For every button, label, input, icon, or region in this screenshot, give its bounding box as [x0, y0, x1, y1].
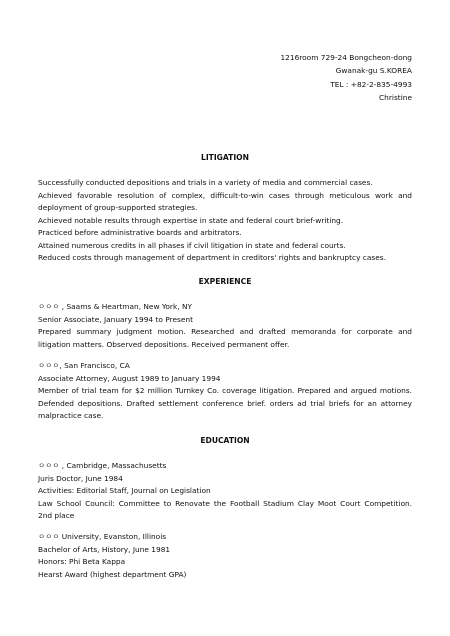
- description-line: malpractice case.: [38, 411, 104, 420]
- degree-line: Bachelor of Arts, History, June 1981: [38, 544, 171, 554]
- degree-line: Juris Doctor, June 1984: [38, 473, 123, 483]
- litigation-line: Practiced before administrative boards and arbitrators.: [38, 228, 242, 237]
- litigation-line: Attained numerous credits in all phases if civil litigation in state and federal courts.: [38, 240, 346, 250]
- litigation-section: [38, 177, 412, 265]
- address-line-1: 1216room 729-24 Bongcheon-dong: [280, 53, 412, 62]
- experience-heading: EXPERIENCE: [198, 277, 252, 286]
- description-line: Defended depositions. Drafted settlement conference brief. orders ad trial briefs for an attorney: [38, 398, 412, 408]
- resume-page: [38, 0, 412, 636]
- education-entry: [38, 531, 412, 581]
- school-line: ㅇㅇㅇ University, Evanston, Illinois: [38, 532, 167, 541]
- school-line: ㅇㅇㅇ , Cambridge, Massachusetts: [38, 461, 167, 470]
- litigation-heading: LITIGATION: [200, 153, 249, 162]
- honors-line: Hearst Award (highest department GPA): [38, 569, 187, 579]
- contact-name: Christine: [379, 93, 412, 103]
- litigation-line: deployment of group-supported strategies.: [38, 203, 198, 212]
- honors-line: Honors: Phi Beta Kappa: [38, 557, 126, 566]
- education-entry: [38, 460, 412, 523]
- activity-line: Law School Council: Committee to Renovate the Football Stadium Clay Moot Court Competition.: [38, 498, 412, 508]
- experience-entry: [38, 360, 412, 423]
- description-line: Prepared summary judgment motion. Researched and drafted memoranda for corporate and: [38, 327, 412, 336]
- activity-line: Activities: Editorial Staff, Journal on Legislation: [38, 486, 211, 495]
- employer-line: ㅇㅇㅇ , Saams & Heartman, New York, NY: [38, 302, 192, 311]
- contact-block: [280, 51, 412, 105]
- litigation-line: Achieved notable results through expertise in state and federal court brief-writing.: [38, 215, 344, 225]
- activity-line: 2nd place: [38, 511, 75, 520]
- position-line: Senior Associate, January 1994 to Present: [38, 314, 193, 324]
- experience-entry: [38, 301, 412, 351]
- litigation-line: Reduced costs through management of department in creditors' rights and bankruptcy cases.: [38, 253, 386, 262]
- litigation-line: Successfully conducted depositions and trials in a variety of media and commercial cases.: [38, 178, 373, 187]
- description-line: Member of trial team for $2 million Turnkey Co. coverage litigation. Prepared and argued motions.: [38, 386, 412, 395]
- position-line: Associate Attorney, August 1989 to January 1994: [38, 373, 221, 383]
- employer-line: ㅇㅇㅇ, San Francisco, CA: [38, 361, 130, 370]
- address-line-2: Gwanak-gu S.KOREA: [335, 66, 412, 76]
- description-line: litigation matters. Observed depositions. Received permanent offer.: [38, 339, 290, 349]
- education-heading: EDUCATION: [200, 436, 250, 445]
- phone-number: TEL : +82-2-835-4993: [330, 79, 412, 89]
- litigation-line: Achieved favorable resolution of complex, difficult-to-win cases through meticulous work and: [38, 190, 412, 200]
